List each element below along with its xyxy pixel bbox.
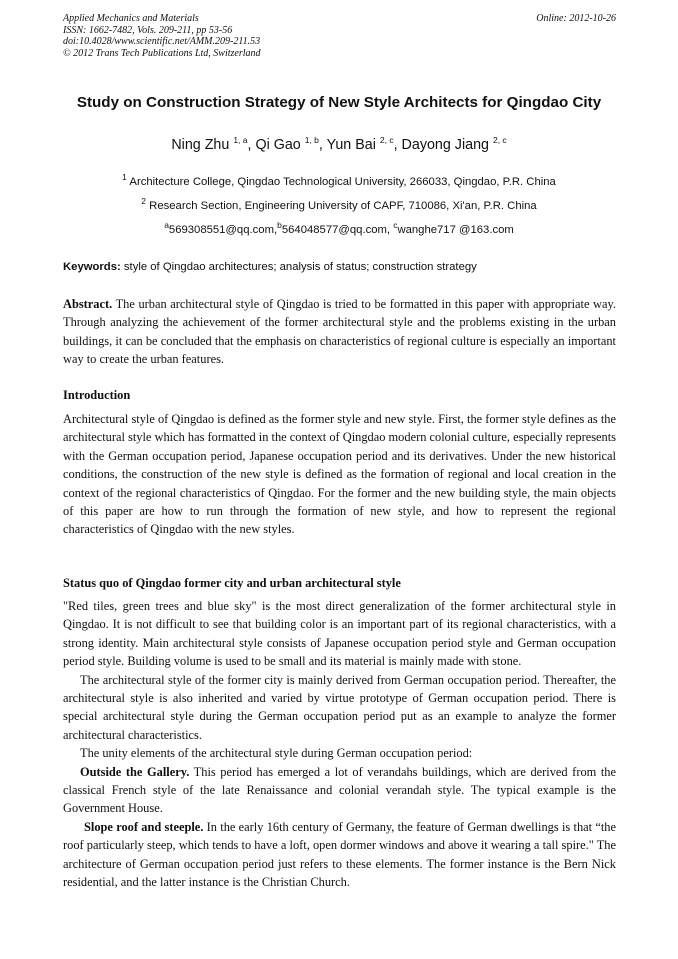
- status-paragraph-3: The unity elements of the architectural style during German occupation period:: [80, 746, 473, 761]
- author-separator: ,: [247, 137, 256, 153]
- author-name: Dayong Jiang: [401, 137, 489, 153]
- gallery-label: Outside the Gallery.: [80, 764, 190, 779]
- author-name: Ning Zhu: [171, 137, 230, 153]
- author-affiliation-mark: 1, b: [304, 135, 319, 146]
- email-mark: b: [277, 220, 282, 231]
- affiliation-mark: 1: [122, 172, 127, 183]
- abstract-text: The urban architectural style of Qingdao is tried to be formatted in this paper with appropriate way. Through analyzing the achievement of the former architectural style and the problems existing in the urban buildings, it can be concluded that the emphasis on characteristics of regional culture is especially an important way to create the urban features.: [63, 297, 616, 367]
- keywords: [63, 261, 623, 273]
- affiliation-2: [30, 196, 648, 212]
- status-paragraph-2: The architectural style of the former city is mainly derived from German occupation period. Thereafter, the architectural style is also inherited and varied by virtue prototype of German occupation period. There is special architectural style during the German occupation period put as an example to analyze the former architectural characteristics.: [63, 672, 616, 742]
- roof-text: In the early 16th century of Germany, the feature of German dwellings is that “the roof particularly steep, which tends to have a loft, open dormer windows and above it wearing a tall spire." The architecture of German occupation period just refers to these elements. The former instance is the Bern Nick residential, and the latter instance is the Christian Church.: [63, 819, 616, 890]
- roof-label: Slope roof and steeple.: [84, 819, 204, 834]
- author-separator: ,: [393, 137, 402, 153]
- keywords-text: style of Qingdao architectures; analysis of status; construction strategy: [120, 261, 477, 273]
- email-mark: c: [393, 220, 398, 231]
- email-address: 564048577@qq.com,: [281, 224, 394, 236]
- author-affiliation-mark: 2, c: [492, 135, 507, 146]
- abstract: [63, 295, 616, 369]
- affiliation-text: Architecture College, Qingdao Technological University, 266033, Qingdao, P.R. China: [126, 176, 556, 188]
- abstract-label: Abstract.: [63, 297, 113, 311]
- affiliation-text: Research Section, Engineering University of CAPF, 710086, Xi'an, P.R. China: [146, 200, 537, 212]
- author-name: Yun Bai: [326, 137, 376, 153]
- copyright-line: © 2012 Trans Tech Publications Ltd, Switzerland: [63, 47, 261, 59]
- paper-title: Study on Construction Strategy of New Style Architects for Qingdao City: [76, 94, 602, 111]
- author-emails: [30, 220, 648, 236]
- email-address: 569308551@qq.com,: [168, 224, 278, 236]
- author-separator: ,: [318, 137, 327, 153]
- email-mark: a: [164, 220, 169, 231]
- section-heading-status: Status quo of Qingdao former city and urban architectural style: [63, 576, 401, 590]
- status-body: [63, 597, 616, 892]
- affiliation-mark: 2: [141, 196, 147, 207]
- introduction-paragraph: Architectural style of Qingdao is defined as the former style and new style. First, the former style defines as the architectural style which has formatted in the context of Qingdao modern colonial culture, especially represents with the German occupation period, Japanese occupation period and its derivatives. Under the new historical conditions, the construction of the new style is defined as the formation of regional and local creation in the context of the regional characteristics of Qingdao. For the former and the new building style, the main objects of this paper are how to run through the formation of new style, and how to represent the regional characteristics of Qingdao with the new styles.: [63, 412, 616, 537]
- status-paragraph-1: "Red tiles, green trees and blue sky" is the most direct generalization of the former architectural style in Qingdao. It is not difficult to see that building color is an important part of its regional characteristics, with a strong identity. Main architectural style consists of Japanese occupation period style and German occupation period style. Building volume is used to be small and its material is mainly made with stone.: [63, 599, 616, 669]
- issn-line: ISSN: 1662-7482, Vols. 209-211, pp 53-56: [63, 24, 233, 36]
- gallery-text: This period has emerged a lot of verandahs buildings, which are derived from the classical French style of the late Renaissance and colonial verandah style. The typical example is the Government House.: [63, 764, 616, 816]
- journal-header: [63, 13, 616, 59]
- author-name: Qi Gao: [255, 137, 301, 153]
- keywords-label: Keywords:: [63, 261, 121, 273]
- affiliation-1: [30, 172, 648, 188]
- status-paragraph-gallery: [63, 763, 616, 818]
- author-list: [30, 137, 648, 153]
- introduction-body: [63, 410, 616, 539]
- email-address: wanghe717 @163.com: [397, 224, 514, 236]
- journal-name: Applied Mechanics and Materials: [63, 13, 199, 24]
- online-date: Online: 2012-10-26: [536, 13, 616, 24]
- author-affiliation-mark: 2, c: [379, 135, 394, 146]
- doi-line: doi:10.4028/www.scientific.net/AMM.209-211.53: [63, 36, 261, 48]
- author-affiliation-mark: 1, a: [233, 135, 248, 146]
- status-paragraph-roof: [63, 818, 616, 892]
- section-heading-introduction: Introduction: [63, 388, 131, 402]
